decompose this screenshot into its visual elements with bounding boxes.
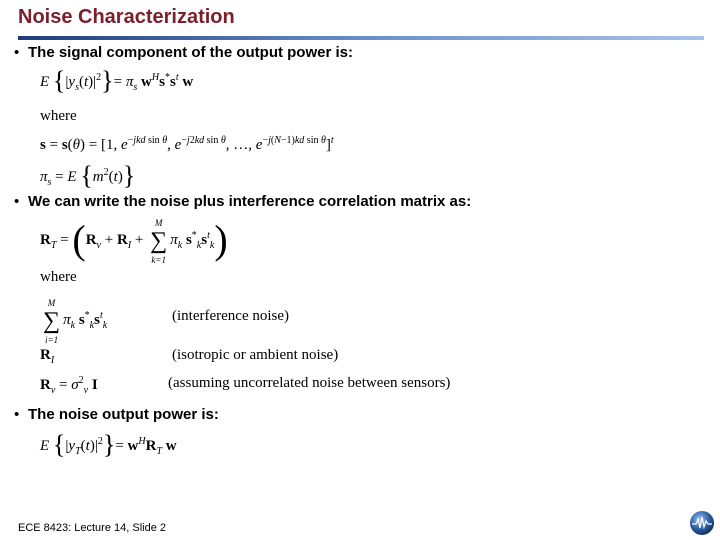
equation-noise-power: E $\{|y_T(t)|^2\}= w^HR_T$ w [40, 430, 177, 459]
bullet-glyph: • [14, 44, 20, 61]
equation-steering-vector: s = s(θ) = [1, $e^{-jkd sin \theta}$, $e^{-j2kd sin \theta}$, …, $e^{-j(N-1)kd sin \theta}]^t$ [40, 135, 334, 153]
equation-signal-power: E $\{|y_s(t)|^2\}= \pi_s$ $w^Hs^*s^t$ w [40, 66, 194, 95]
slide-title: Noise Characterization [18, 6, 235, 28]
bullet-correlation-matrix [14, 193, 471, 210]
equation-signal-variance: $\pi_s = E$ $\{m^2(t)\}$ [40, 161, 136, 190]
bullet-glyph: • [14, 193, 20, 210]
where-label-2: where [40, 269, 77, 285]
globe-logo-icon [689, 510, 715, 536]
slide-footer: ECE 8423: Lecture 14, Slide 2 [18, 522, 166, 534]
bullet-glyph: • [14, 406, 20, 423]
bullet-noise-output-power [14, 406, 219, 423]
note-interference-noise: (interference noise) [172, 308, 290, 324]
equation-interference-sum: M ∑ i=1 $\pi_k$ $s^*_ks^t_k$ [43, 298, 108, 345]
equation-noise-interference-matrix: $R_T = (R_v + R_I$ + M ∑ k=1 $\pi_k$ $s^*_ks^t_k$) [40, 217, 228, 265]
bullet-signal-power [14, 44, 353, 61]
where-label-1: where [40, 108, 77, 124]
equation-sensor-noise-matrix: $R_v = \sigma^2_v$ I [40, 375, 98, 396]
bullet-text: We can write the noise plus interference correlation matrix as: [28, 193, 472, 210]
bullet-text: The signal component of the output power is: [28, 44, 353, 61]
title-underline [18, 36, 704, 40]
bullet-text: The noise output power is: [28, 406, 219, 423]
equation-isotropic-matrix: $R_I$ [40, 347, 55, 366]
note-isotropic-noise: (isotropic or ambient noise) [172, 347, 339, 363]
note-uncorrelated-noise: (assuming uncorrelated noise between sensors) [168, 375, 451, 391]
